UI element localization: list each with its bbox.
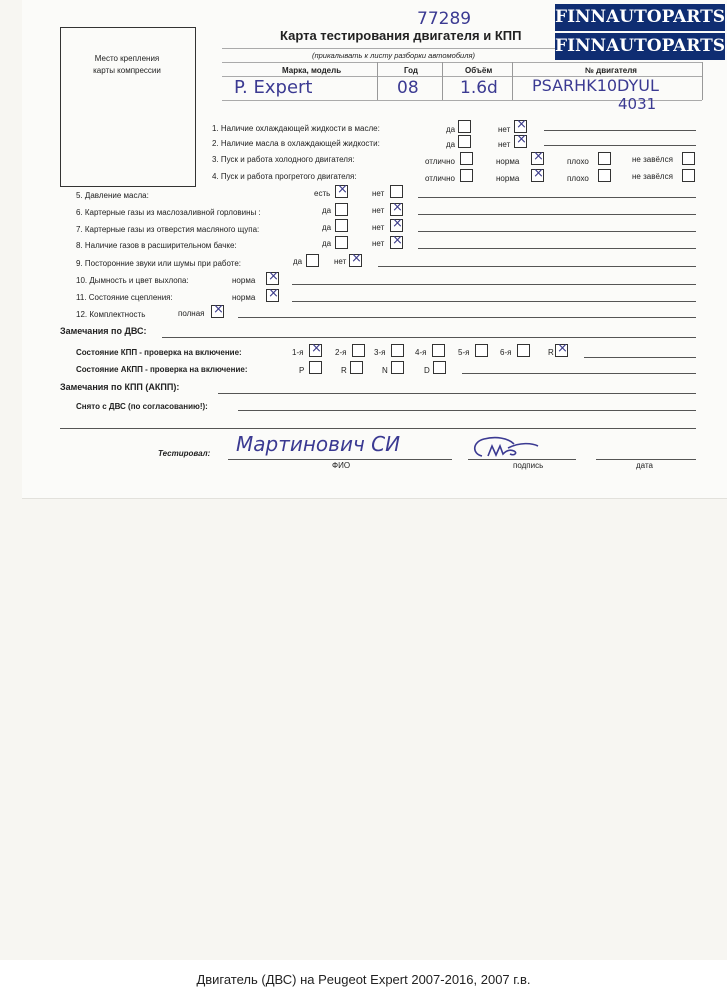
fio-label: ФИО: [332, 461, 351, 470]
volume-value: 1.6d: [460, 78, 498, 98]
q11-normal-checkbox[interactable]: ×: [266, 289, 279, 302]
compression-box-label: Место крепления карты компрессии: [93, 54, 161, 75]
q12-label: 12. Комплектность: [76, 310, 146, 319]
header-engine-no: № двигателя: [585, 66, 637, 75]
q8-no-checkbox[interactable]: ×: [390, 236, 403, 249]
q7-no-checkbox[interactable]: ×: [390, 219, 403, 232]
brand-logo-top: FINNAUTOPARTS: [555, 4, 725, 31]
compression-card-box: [60, 27, 196, 187]
q10-label: 10. Дымность и цвет выхлопа:: [76, 276, 189, 285]
q8-yes-checkbox[interactable]: [335, 236, 348, 249]
q7-label: 7. Картерные газы из отверстия масляного щупа:: [76, 225, 260, 234]
q3-bad-checkbox[interactable]: [598, 152, 611, 165]
q7-yes-checkbox[interactable]: [335, 219, 348, 232]
q3-not-started-checkbox[interactable]: [682, 152, 695, 165]
q1-label: 1. Наличие охлаждающей жидкости в масле:: [212, 124, 380, 133]
q9-label: 9. Посторонние звуки или шумы при работе:: [76, 259, 242, 268]
form-subtitle: (прикалывать к листу разборки автомобиля): [312, 51, 475, 60]
remarks-kpp-label: Замечания по КПП (АКПП):: [60, 382, 180, 392]
q9-yes-checkbox[interactable]: [306, 254, 319, 267]
test-form-sheet: Место крепления карты компрессии 77289 Карта тестирования двигателя и КПП (прикалывать к листу разборки автомобиля) Марка, модель Год Объём № двигателя P. Expert 08 1.6d PSARHK10DYUL 4031 1. Наличие охлаждающей жидкости в масле: да нет × 2. Наличие масла в охлаждающей жидкости: да нет × 3. Пуск и работа холодного двигателя: отлично норма × плохо не завёлся 4. Пуск и работа прогретого двигателя: отлично норма × плохо не завёлся 5. Давление масла: есть × нет 6. Картерные газы из маслозаливной горловины : да нет × 7. Картерные газы из отверстия масляного щупа: да нет × 8. Наличие газов в расширительном бачке: да нет × 9. Посторонние звуки или шумы при работе: да нет × 10. Дымность и цвет выхлопа: норма × 11. Состояние сцепления: норма × 12. Комплектность полная × Замечания по ДВС: Состояние КПП - проверка на включение: 1-я × 2-я 3-я 4-я 5-я 6-я R × Состояние АКПП - проверка на включение: P R N D Замечания по КПП (АКПП): Снято с ДВС (по согласованию!): Тестировал: Мартинович СИ ФИО подпись дата: [22, 0, 727, 499]
kpp-gear5-checkbox[interactable]: [475, 344, 488, 357]
q4-normal-checkbox[interactable]: ×: [531, 169, 544, 182]
engine-no-value: PSARHK10DYUL: [532, 76, 659, 95]
model-value: P. Expert: [234, 77, 313, 98]
q6-yes-checkbox[interactable]: [335, 203, 348, 216]
kpp-reverse-checkbox[interactable]: ×: [555, 344, 568, 357]
form-title: Карта тестирования двигателя и КПП: [280, 28, 522, 43]
q2-yes-checkbox[interactable]: [458, 135, 471, 148]
tested-by-label: Тестировал:: [158, 449, 211, 458]
q12-complete-checkbox[interactable]: ×: [211, 305, 224, 318]
header-model: Марка, модель: [282, 66, 342, 75]
q2-no-checkbox[interactable]: ×: [514, 135, 527, 148]
kpp-state-label: Состояние КПП - проверка на включение:: [76, 348, 242, 357]
q1-no-checkbox[interactable]: ×: [514, 120, 527, 133]
engine-no-extra: 4031: [618, 95, 657, 113]
signature-label: подпись: [513, 461, 544, 470]
q4-excellent-checkbox[interactable]: [460, 169, 473, 182]
year-value: 08: [397, 78, 419, 98]
akpp-d-checkbox[interactable]: [433, 361, 446, 374]
date-label: дата: [636, 461, 653, 470]
q3-label: 3. Пуск и работа холодного двигателя:: [212, 155, 355, 164]
q5-label: 5. Давление масла:: [76, 191, 149, 200]
kpp-gear4-checkbox[interactable]: [432, 344, 445, 357]
q8-label: 8. Наличие газов в расширительном бачке:: [76, 241, 237, 250]
kpp-gear6-checkbox[interactable]: [517, 344, 530, 357]
image-caption: Двигатель (ДВС) на Peugeot Expert 2007-2016, 2007 г.в.: [0, 960, 727, 1000]
header-volume: Объём: [465, 66, 493, 75]
q4-bad-checkbox[interactable]: [598, 169, 611, 182]
akpp-r-checkbox[interactable]: [350, 361, 363, 374]
akpp-n-checkbox[interactable]: [391, 361, 404, 374]
kpp-gear2-checkbox[interactable]: [352, 344, 365, 357]
doc-number: 77289: [417, 9, 472, 29]
q11-label: 11. Состояние сцепления:: [76, 293, 173, 302]
removed-label: Снято с ДВС (по согласованию!):: [76, 402, 208, 411]
brand-logo-bottom: FINNAUTOPARTS: [555, 33, 725, 60]
tester-name: Мартинович СИ: [236, 432, 401, 456]
q10-normal-checkbox[interactable]: ×: [266, 272, 279, 285]
q5-yes-checkbox[interactable]: ×: [335, 185, 348, 198]
q9-no-checkbox[interactable]: ×: [349, 254, 362, 267]
header-year: Год: [404, 66, 418, 75]
kpp-gear3-checkbox[interactable]: [391, 344, 404, 357]
akpp-p-checkbox[interactable]: [309, 361, 322, 374]
kpp-gear1-checkbox[interactable]: ×: [309, 344, 322, 357]
q4-label: 4. Пуск и работа прогретого двигателя:: [212, 172, 357, 181]
q3-excellent-checkbox[interactable]: [460, 152, 473, 165]
q6-no-checkbox[interactable]: ×: [390, 203, 403, 216]
akpp-state-label: Состояние АКПП - проверка на включение:: [76, 365, 248, 374]
q6-label: 6. Картерные газы из маслозаливной горловины :: [76, 208, 261, 217]
q2-label: 2. Наличие масла в охлаждающей жидкости:: [212, 139, 380, 148]
q1-yes-checkbox[interactable]: [458, 120, 471, 133]
q4-not-started-checkbox[interactable]: [682, 169, 695, 182]
q3-normal-checkbox[interactable]: ×: [531, 152, 544, 165]
remarks-engine-label: Замечания по ДВС:: [60, 326, 147, 336]
q5-no-checkbox[interactable]: [390, 185, 403, 198]
